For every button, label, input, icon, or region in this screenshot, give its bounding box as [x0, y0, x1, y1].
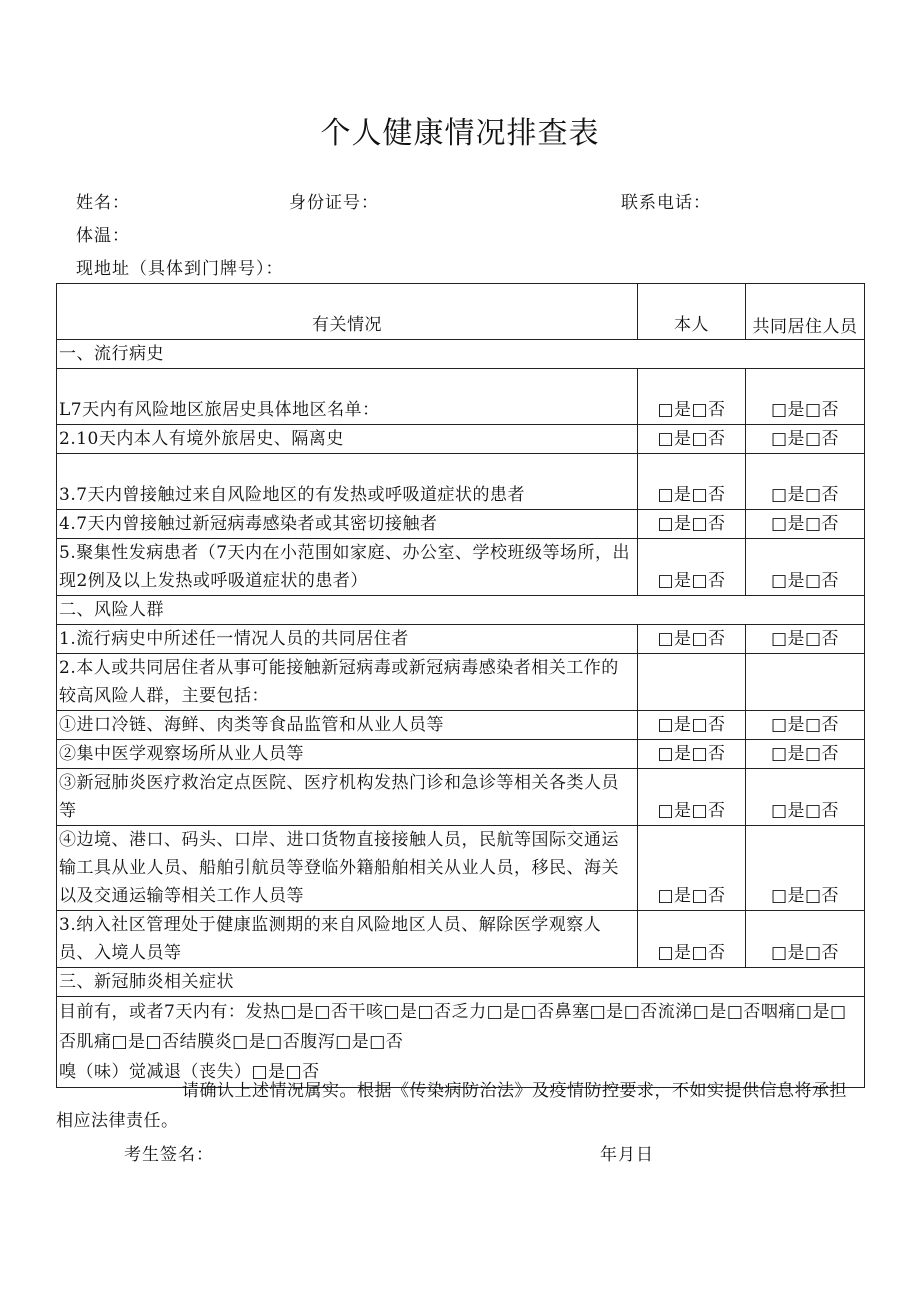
answer-cohabitant[interactable]: □是□否: [746, 454, 865, 510]
answer-cohabitant[interactable]: □是□否: [746, 711, 865, 740]
answer-cohabitant[interactable]: □是□否: [746, 510, 865, 539]
header-situation: 有关情况: [57, 284, 638, 340]
question-text: 2.本人或共同居住者从事可能接触新冠病毒或新冠病毒感染者相关工作的较高风险人群，主要包括：: [57, 654, 638, 711]
answer-cohabitant[interactable]: □是□否: [746, 539, 865, 596]
phone-label: 联系电话：: [621, 193, 711, 213]
answer-self[interactable]: □是□否: [638, 369, 746, 425]
answer-cohabitant[interactable]: □是□否: [746, 769, 865, 826]
answer-cohabitant[interactable]: □是□否: [746, 911, 865, 968]
answer-self[interactable]: □是□否: [638, 625, 746, 654]
address-label: 现地址（具体到门牌号）：: [76, 259, 284, 279]
question-text: 3.7天内曾接触过来自风险地区的有发热或呼吸道症状的患者: [57, 454, 638, 510]
signature-label: 考生签名：: [124, 1145, 214, 1165]
question-text: 4.7天内曾接触过新冠病毒感染者或其密切接触者: [57, 510, 638, 539]
id-number-label: 身份证号：: [289, 193, 379, 213]
answer-self[interactable]: □是□否: [638, 740, 746, 769]
name-label: 姓名：: [76, 193, 130, 213]
section-epidemiology: 一、流行病史: [57, 340, 865, 369]
answer-self[interactable]: □是□否: [638, 826, 746, 911]
page-title: 个人健康情况排查表: [320, 116, 600, 151]
question-text: 1.流行病史中所述任一情况人员的共同居住者: [57, 625, 638, 654]
question-text: ①进口冷链、海鲜、肉类等食品监管和从业人员等: [57, 711, 638, 740]
answer-cohabitant[interactable]: □是□否: [746, 625, 865, 654]
answer-cohabitant-empty: [746, 654, 865, 711]
answer-self[interactable]: □是□否: [638, 711, 746, 740]
symptoms-text-line2: 嗅（味）觉减退（丧失）□是□否: [59, 1062, 320, 1082]
answer-self[interactable]: □是□否: [638, 454, 746, 510]
answer-cohabitant[interactable]: □是□否: [746, 425, 865, 454]
answer-self[interactable]: □是□否: [638, 911, 746, 968]
question-text: L7天内有风险地区旅居史具体地区名单：: [57, 369, 638, 425]
answer-self-empty: [638, 654, 746, 711]
question-text: 5.聚集性发病患者（7天内在小范围如家庭、办公室、学校班级等场所，出现2例及以上发热或呼吸道症状的患者）: [57, 539, 638, 596]
answer-self[interactable]: □是□否: [638, 769, 746, 826]
section-risk-groups: 二、风险人群: [57, 596, 865, 625]
question-text: ③新冠肺炎医疗救治定点医院、医疗机构发热门诊和急诊等相关各类人员等: [57, 769, 638, 826]
header-cohabitant: 共同居住人员: [746, 284, 865, 340]
answer-self[interactable]: □是□否: [638, 425, 746, 454]
answer-cohabitant[interactable]: □是□否: [746, 369, 865, 425]
answer-self[interactable]: □是□否: [638, 539, 746, 596]
date-label: 年月日: [600, 1145, 654, 1165]
temperature-label: 体温：: [76, 226, 130, 246]
question-text: ④边境、港口、码头、口岸、进口货物直接接触人员，民航等国际交通运输工具从业人员、船舶引航员等登临外籍船舶相关从业人员，移民、海关以及交通运输等相关工作人员等: [57, 826, 638, 911]
declaration-text: 请确认上述情况属实。根据《传染病防治法》及疫情防控要求，不如实提供信息将承担相应法律责任。: [56, 1081, 847, 1131]
symptoms-cell: [57, 997, 865, 1088]
question-text: ②集中医学观察场所从业人员等: [57, 740, 638, 769]
health-screening-table: [56, 283, 865, 1088]
declaration-note: [56, 1076, 864, 1136]
answer-cohabitant[interactable]: □是□否: [746, 826, 865, 911]
header-self: 本人: [638, 284, 746, 340]
answer-self[interactable]: □是□否: [638, 510, 746, 539]
question-text: 2.10天内本人有境外旅居史、隔离史: [57, 425, 638, 454]
question-text: 3.纳入社区管理处于健康监测期的来自风险地区人员、解除医学观察人员、入境人员等: [57, 911, 638, 968]
symptoms-text: 目前有，或者7天内有：发热□是□否干咳□是□否乏力□是□否鼻塞□是□否流涕□是□否咽痛□是□否肌痛□是□否结膜炎□是□否腹泻□是□否: [59, 1002, 847, 1052]
answer-cohabitant[interactable]: □是□否: [746, 740, 865, 769]
section-symptoms: 三、新冠肺炎相关症状: [57, 968, 865, 997]
